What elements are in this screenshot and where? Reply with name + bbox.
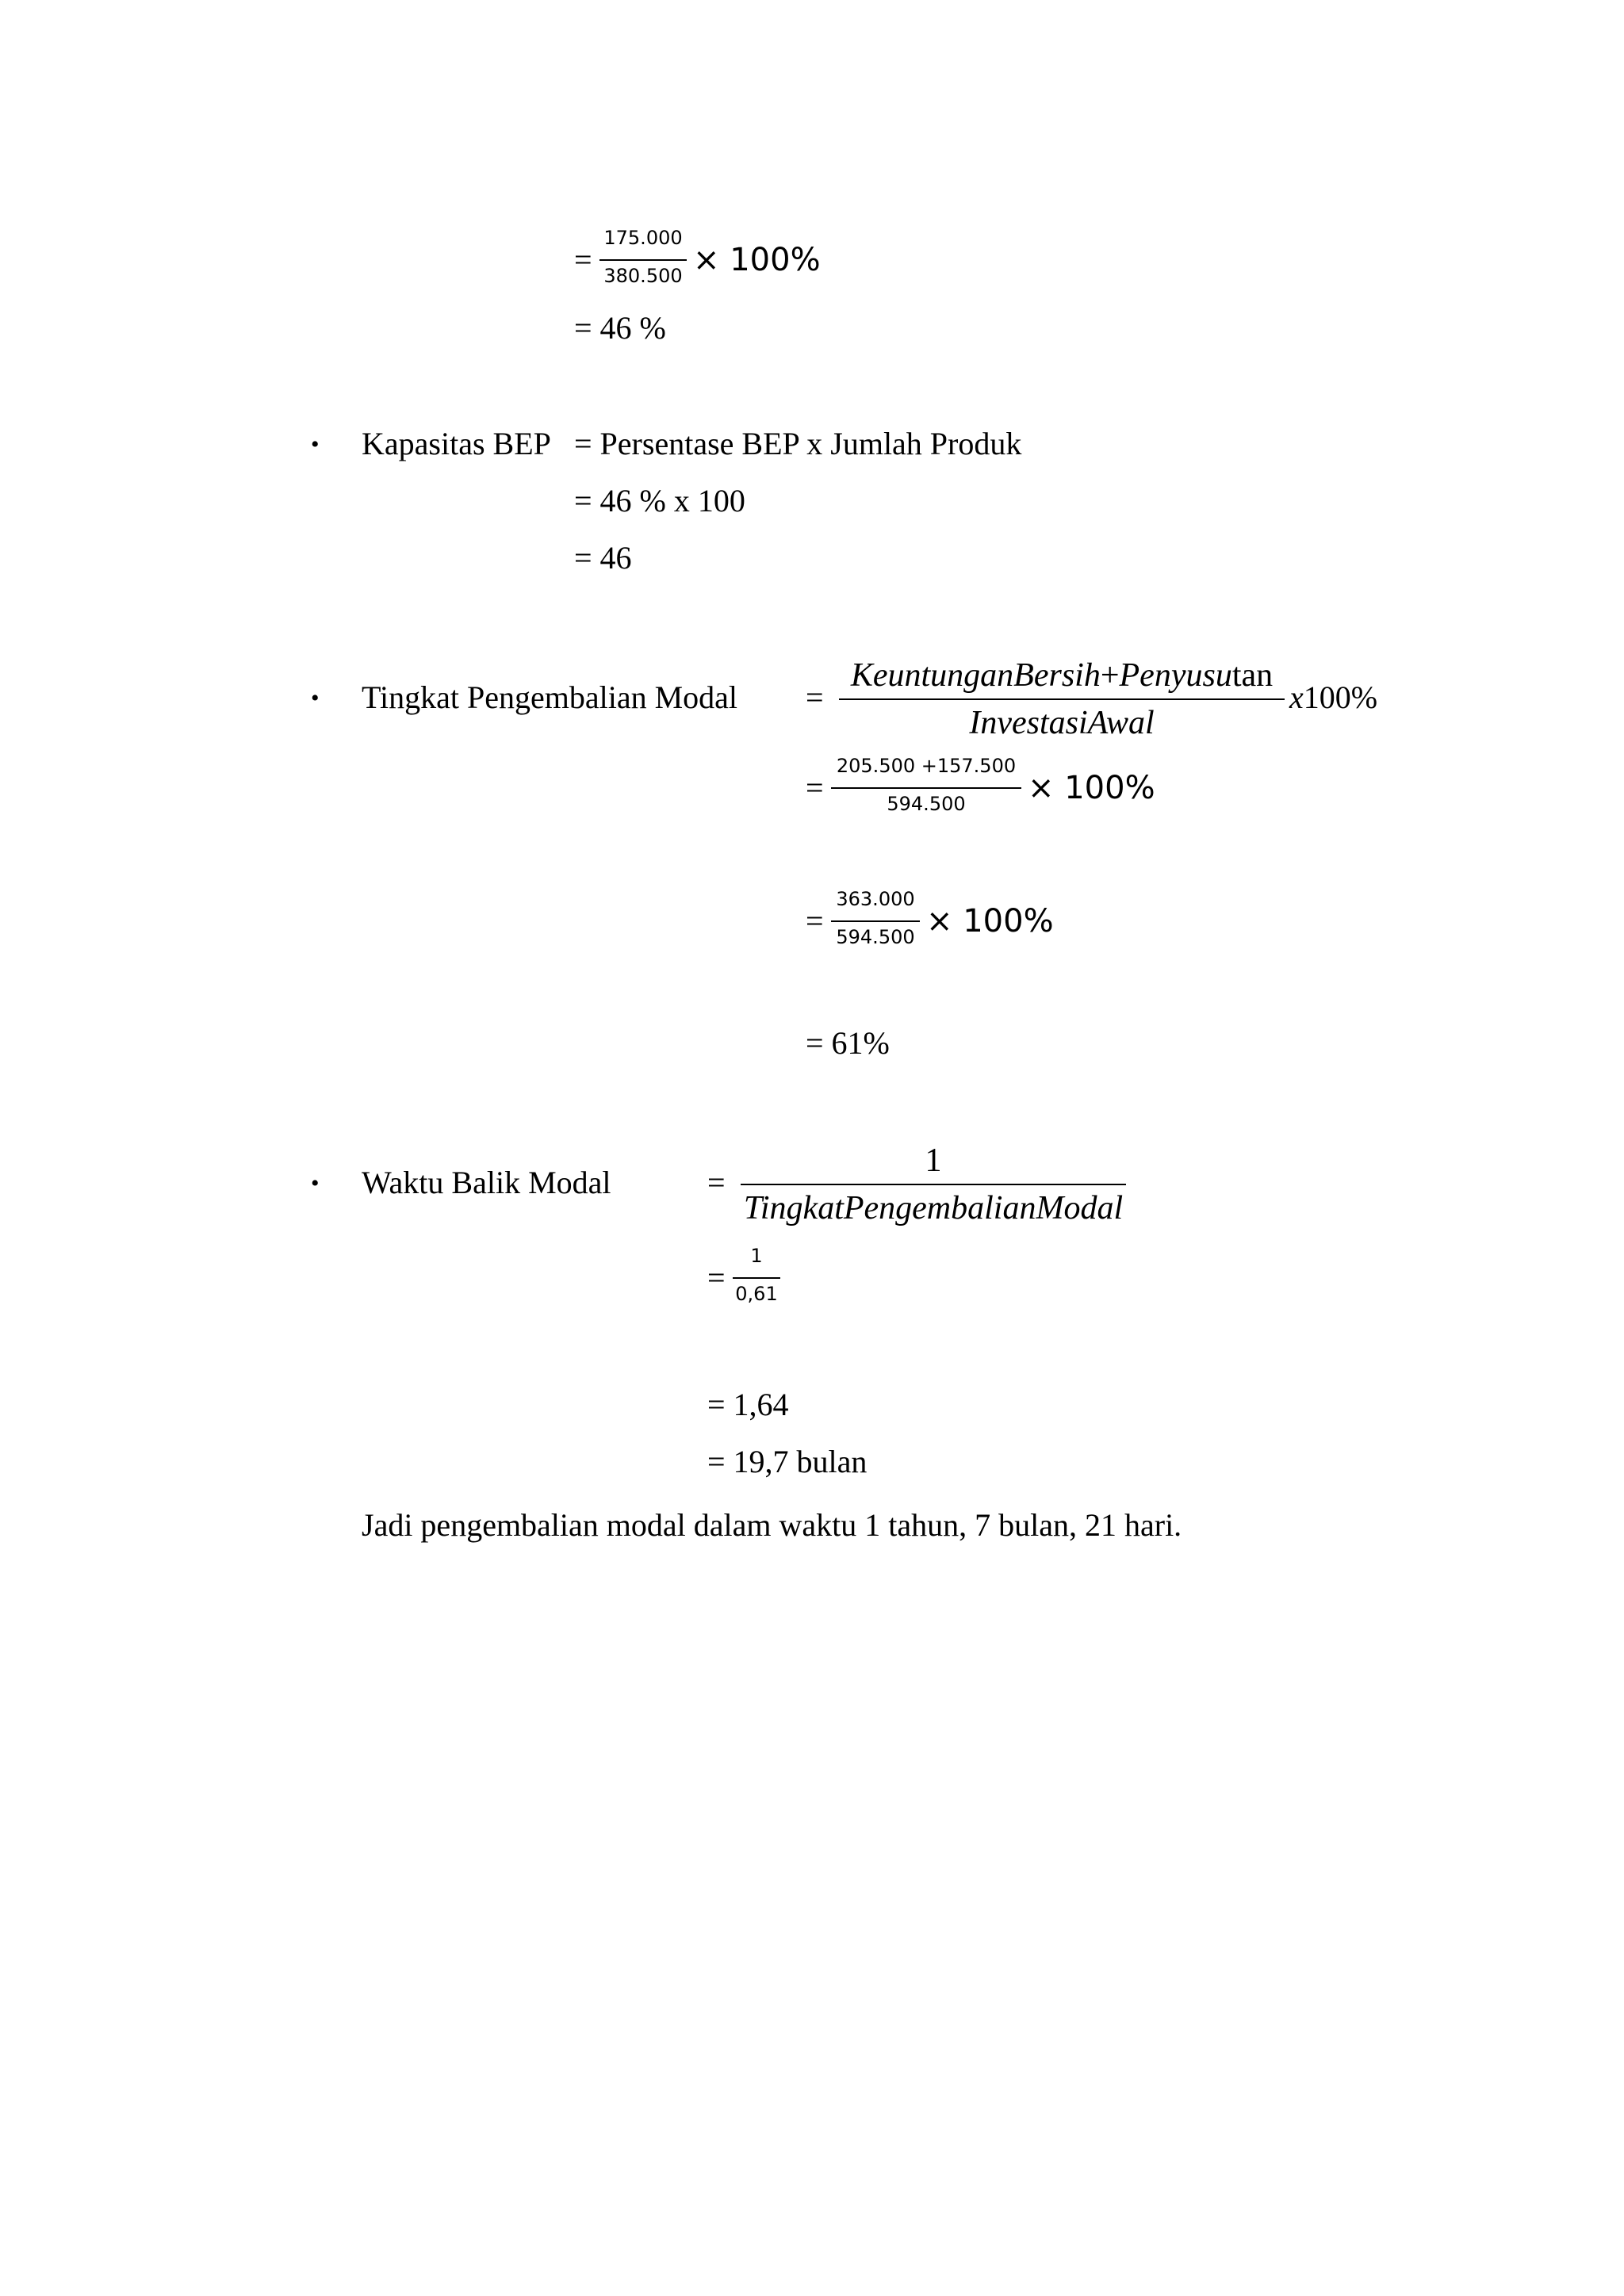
equals-sign: = [806, 903, 824, 939]
fraction-numerator: 1 [750, 1245, 763, 1267]
multiplier: × 100% [693, 242, 821, 278]
percent-factor: 100% [1303, 679, 1378, 715]
conclusion-text: Jadi pengembalian modal dalam waktu 1 tahun, 7 bulan, 21 hari. [362, 1507, 1182, 1543]
bullet-icon: • [311, 1170, 320, 1196]
bullet-icon: • [311, 685, 320, 711]
waktu-step: = 1,64 [707, 1387, 789, 1422]
fraction-bar [839, 698, 1285, 700]
fraction-bar [741, 1184, 1126, 1185]
fraction-bar [831, 787, 1021, 789]
numerator-term: KeuntunganBersih [850, 657, 1101, 694]
waktu-label: Waktu Balik Modal [362, 1165, 611, 1200]
equals-sign: = [574, 242, 592, 277]
fraction-numerator [839, 656, 1285, 695]
equals-sign: = [707, 1165, 726, 1200]
fraction-numerator: 205.500 +157.500 [836, 755, 1017, 777]
fraction-bar [733, 1277, 780, 1279]
fraction-denominator: 0,61 [735, 1283, 778, 1305]
bep-percent-result: = 46 % [574, 310, 666, 346]
fraction-numerator: 363.000 [836, 888, 915, 910]
fraction-denominator: InvestasiAwal [969, 705, 1155, 741]
kapasitas-step: = 46 % x 100 [574, 483, 745, 519]
kapasitas-formula: = Persentase BEP x Jumlah Produk [574, 426, 1022, 461]
plus-sign: + [1100, 657, 1120, 694]
fraction-bar [599, 259, 687, 261]
multiplier: × 100% [926, 903, 1054, 939]
fraction-denominator: 594.500 [887, 793, 966, 815]
fraction-denominator: TingkatPengembalianModal [743, 1190, 1124, 1226]
tingkat-result: = 61% [806, 1025, 890, 1061]
times-x: x [1289, 679, 1304, 715]
bullet-icon: • [311, 431, 320, 457]
tingkat-label: Tingkat Pengembalian Modal [362, 679, 738, 715]
fraction-denominator: 594.500 [836, 926, 915, 948]
kapasitas-result: = 46 [574, 540, 632, 576]
fraction-numerator: 1 [925, 1142, 942, 1179]
equals-sign: = [707, 1260, 726, 1295]
multiplier: × 100% [1028, 770, 1155, 806]
fraction-denominator: 380.500 [603, 265, 683, 287]
numerator-term: tan [1231, 657, 1274, 694]
waktu-result: = 19,7 bulan [707, 1444, 868, 1479]
formula-suffix [1289, 679, 1377, 717]
kapasitas-label: Kapasitas BEP [362, 426, 551, 461]
fraction-numerator: 175.000 [603, 227, 683, 249]
equals-sign: = [806, 770, 824, 806]
fraction-bar [831, 920, 920, 922]
equals-sign: = [806, 679, 824, 715]
numerator-term: Penyusu [1119, 657, 1232, 694]
